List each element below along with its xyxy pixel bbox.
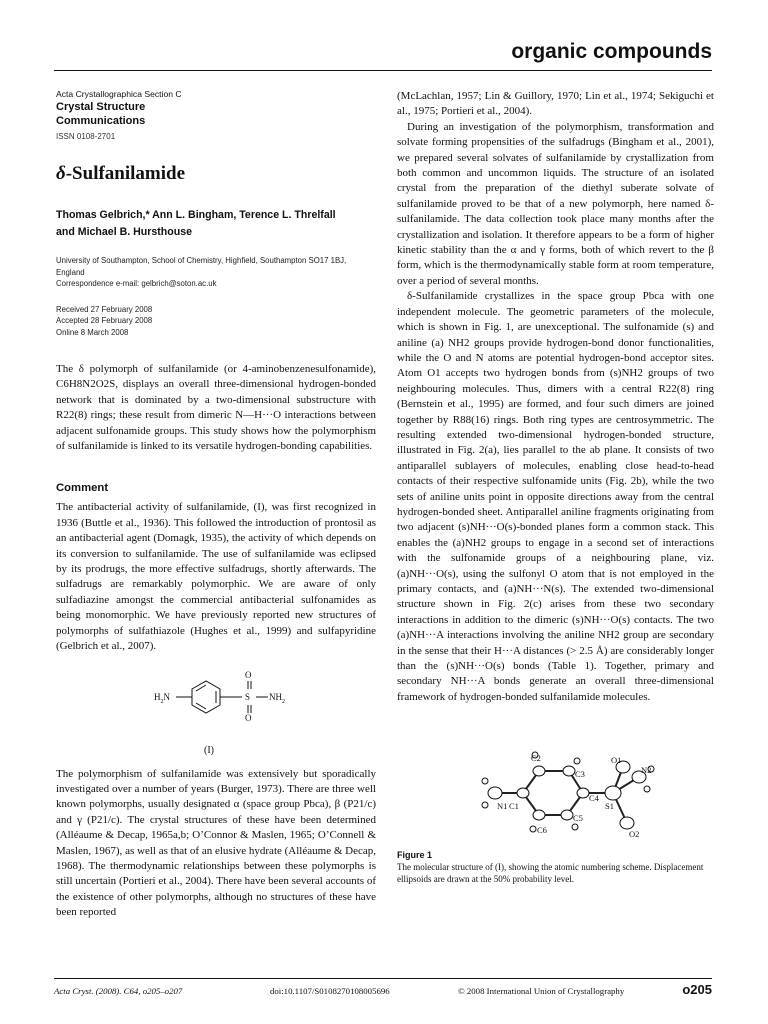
issn: ISSN 0108-2701 <box>56 132 116 141</box>
comment-heading: Comment <box>56 482 109 495</box>
figure-caption-block <box>397 849 714 885</box>
right-paragraph-2: During an investigation of the polymorphism, transformation and solvate forming propensities of the sulfadrugs (Bingham et al., 2001), we prepared several solvates of sulfanilamide by crystallization from both common and uncommon liquids. The structure of an isolated crystal from the preparation of the diethyl suberate solvate of sulfanilamide proved to be that of a new polymorph, here named δ-sulfanilamide. The data collection took place many months after the crystallization and isolation. It therefore appears to be a form of higher kinetic stability than the α and γ forms, both of which revert to the β form, which is the thermodynamically stable form at room temperature, over a period of several months. <box>397 120 714 287</box>
page-header <box>54 40 712 71</box>
right-paragraph-1: (McLachlan, 1957; Lin & Guillory, 1970; Lin et al., 1974; Sekiguchi et al., 1975; Portieri et al., 2004). <box>397 90 714 118</box>
right-column <box>397 89 714 885</box>
chemical-scheme <box>56 663 376 759</box>
svg-text:N1: N1 <box>497 801 508 812</box>
figure-caption: The molecular structure of (I), showing the atomic numbering scheme. Displacement ellipsoids are drawn at the 50% probability level. <box>397 862 704 885</box>
footer-citation: Acta Cryst. (2008). C64, o205–o207 <box>54 986 183 996</box>
left-column <box>56 89 376 921</box>
journal-series: Acta Crystallographica Section C <box>56 89 182 99</box>
svg-text:O1: O1 <box>611 755 622 766</box>
footer-copyright: © 2008 International Union of Crystallography <box>458 986 625 996</box>
svg-text:NH2: $NH_2$ <box>269 691 285 705</box>
affiliation-line-2: England <box>56 267 85 277</box>
affiliation-line-1: University of Southampton, School of Chemistry, Highfield, Southampton SO17 1BJ, <box>56 256 347 265</box>
svg-text:C2: C2 <box>531 753 541 764</box>
svg-text:O: O <box>245 712 252 723</box>
svg-text:N2: N2 <box>641 765 652 776</box>
svg-text:S1: S1 <box>605 801 614 812</box>
section-title: organic compounds <box>511 40 712 63</box>
dates <box>56 304 376 339</box>
abstract: The δ polymorph of sulfanilamide (or 4-aminobenzenesulfonamide), C6H8N2O2S, displays an overall three-dimensional hydrogen-bonded network that is dominated by a two-dimensional substructure with R22(8) rings; these result from dimeric N—H···O interactions between adjacent sulfonamide groups. This study shows how the polymorphism of sulfanilamide is linked to its versatile hydrogen-bonding capabilities. <box>56 363 376 453</box>
page-number: o205 <box>682 982 712 997</box>
journal-title-2: Communications <box>56 115 146 127</box>
accepted-date: Accepted 28 February 2008 <box>56 316 153 325</box>
correspondence: Correspondence e-mail: gelbrich@soton.ac.uk <box>56 279 217 288</box>
svg-text:S: S <box>245 691 251 702</box>
online-date: Online 8 March 2008 <box>56 327 129 337</box>
svg-text:O2: O2 <box>629 829 640 840</box>
svg-text:C5: C5 <box>573 813 583 824</box>
received-date: Received 27 February 2008 <box>56 304 153 314</box>
right-paragraph-3: δ-Sulfanilamide crystallizes in the space group Pbca with one independent molecule. The geometric parameters of the molecule, which is shown in Fig. 1, are unexceptional. The sulfonamide (s) and aniline (a) NH2 groups provide hydrogen-bond donor functionalities, while the O and N atoms are potential hydrogen-bond acceptor sites. Atom O1 accepts two hydrogen bonds from (s)NH2 groups of two neighbouring molecules. Thus, dimers with a central R22(8) ring (Bernstein et al., 1995) are formed, and four such dimers are joined together by R88(16) rings. Both ring types are centrosymmetric. The resulting extended two-dimensional hydrogen-bonded structure, illustrated in Fig. 2(a), lies parallel to the ab plane. It consists of two antiparallel sublayers of molecules, enabling close head-to-head contacts of their respective sulfonamide units (Fig. 2b), while the two sets of aniline units point in opposite directions away from the central hydrogen-bonded sheet. Antiparallel aniline fragments originating from two adjacent (s)NH···O(s)-bonded planes form a common stack. This enables the (a)NH2 groups to engage in a second set of interactions with the sulfonamide groups of a neighbouring plane, viz. (a)NH···O(s), using the sulfonyl O atom that is not employed in the primary contacts, and (a)NH···N(s). The extended two-dimensional structure shown in Fig. 2(c) arises from these two secondary interactions in addition to the dimeric (s)NH···O(s) contacts. The two (a)NH···A interactions involving the aniline NH2 group are secondary in the sense that their H···A distances (> 2.5 Å) are considerably longer than the (s)NH···O(s) bonds (Table 1). Together, primary and secondary NH···A bonds generate an overall three-dimensional framework of hydrogen-bonded sulfanilamide molecules. <box>397 290 714 703</box>
svg-text:C1: C1 <box>509 801 519 812</box>
article-title <box>56 163 376 185</box>
svg-text:C3: C3 <box>575 769 585 780</box>
scheme-label: (I) <box>204 744 214 756</box>
sulfanilamide-structure-diagram <box>148 663 298 759</box>
svg-text:H2N: $H_2N$ <box>154 691 170 705</box>
footer-doi: doi:10.1107/S0108270108005696 <box>270 986 390 996</box>
svg-text:O: O <box>245 669 252 680</box>
journal-title-1: Crystal Structure <box>56 101 146 113</box>
comment-paragraph-1: The antibacterial activity of sulfanilamide, (I), was first recognized in 1936 (Buttle et al., 1936). This followed the introduction of prontosil as an antibacterial agent (Domagk, 1935), the activity of which depends on its conversion to sulfanilamide. The use of sulfanilamide was eclipsed by its prodrugs, the more effective sulfadrugs, shortly afterwards. The sulfadrugs are remarkably polymorphic. We are aware of only sulfadiazine amongst the commercial antibacterial sulfonamides as being monomorphic. We have previously reported new structures of polymorphs of sulfathiazole (Hughes et al., 1999) and sulfapyridine (Gelbrich et al., 2007). <box>56 501 376 653</box>
molecular-structure-figure <box>451 725 671 845</box>
authors-line-1: Thomas Gelbrich,* Ann L. Bingham, Terence L. Threlfall <box>56 209 336 221</box>
svg-text:C6: C6 <box>537 825 547 836</box>
title-text: -Sulfanilamide <box>65 163 186 184</box>
affiliation <box>56 255 376 290</box>
figure-label: Figure 1 <box>397 850 433 861</box>
title-delta: δ <box>56 163 66 184</box>
svg-text:C4: C4 <box>589 793 599 804</box>
page-footer <box>54 978 712 997</box>
figure-1 <box>397 725 714 845</box>
comment-paragraph-2: The polymorphism of sulfanilamide was extensively but sporadically investigated over a number of years (Burger, 1973). There are three well known polymorphs, usually designated α (space group Pbca), β (P21/c) and γ (P21/c). The crystal structures of these have been determined (Alléaume & Decap, 1965a,b; O’Connor & Maslen, 1965; O’Connell & Maslen, 1967), as well as that of an elusive hydrate (Alléaume & Decap, 1968). The thermodynamic relationships between these polymorphs is still uncertain (Portieri et al., 2004). There have been several accounts of the existence of other polymorphs, although no structures of these have been reported <box>56 767 376 919</box>
authors <box>56 207 376 241</box>
authors-line-2: and Michael B. Hursthouse <box>56 226 192 238</box>
